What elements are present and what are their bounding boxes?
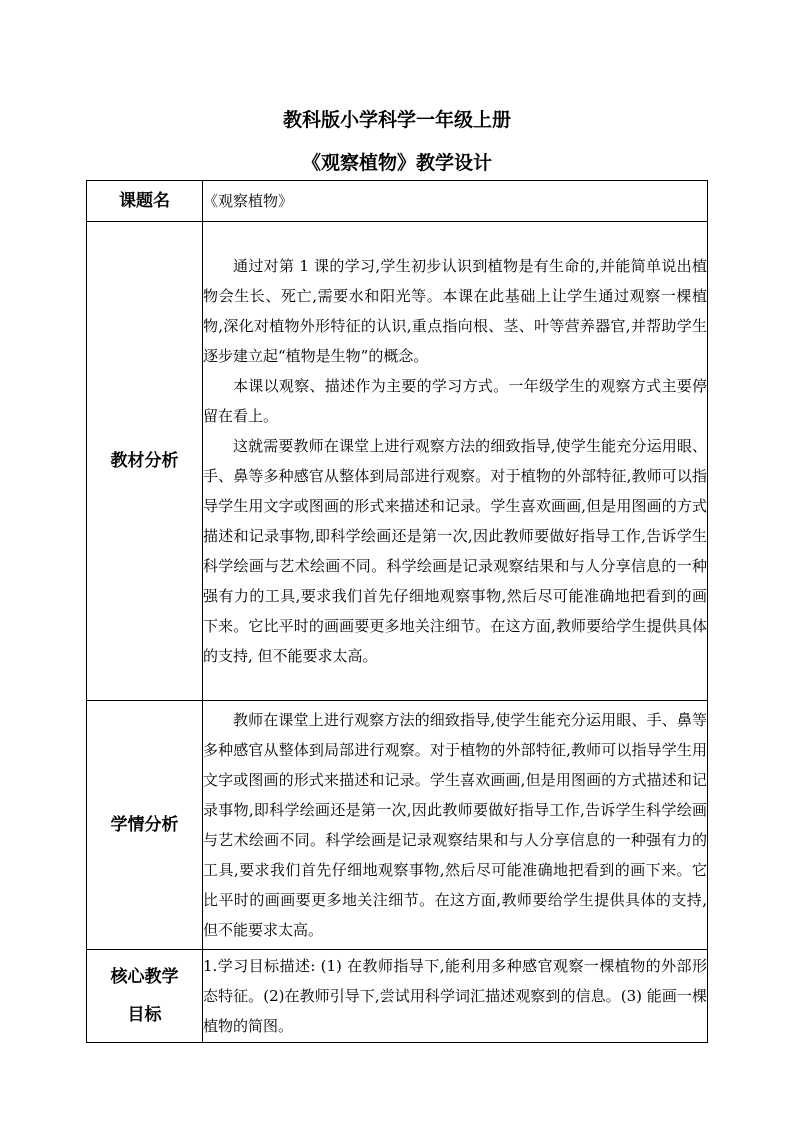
- core-goals-content: [203, 950, 708, 1043]
- core-goals-label: [87, 950, 203, 1043]
- lesson-plan-table: [86, 180, 708, 1043]
- document-title: 教科版小学科学一年级上册: [282, 109, 511, 131]
- material-analysis-paragraph-1: 通过对第 1 课的学习,学生初步认识到植物是有生命的,并能简单说出植物会生长、死亡,需要水和阳光等。本课在此基础上让学生通过观察一棵植物,深化对植物外形特征的认识,重点指向根、茎、叶等营养器官,并帮助学生逐步建立起“植物是生物”的概念。: [203, 257, 707, 365]
- table-row-topic: [87, 181, 708, 222]
- student-analysis-paragraph: 教师在课堂上进行观察方法的细致指导,使学生能充分运用眼、手、鼻等多种感官从整体到局部进行观察。对于植物的外部特征,教师可以指导学生用文字或图画的形式来描述和记录。学生喜欢画画,但是用图画的方式描述和记录事物,即科学绘画还是第一次,因此教师要做好指导工作,告诉学生科学绘画与艺术绘画不同。科学绘画是记录观察结果和与人分享信息的一种强有力的工具,要求我们首先仔细地观察事物,然后尽可能准确地把看到的画下来。它比平时的画画要更多地关注细节。在这方面,教师要给学生提供具体的支持, 但不能要求太高。: [203, 711, 707, 939]
- table-row-material-analysis: [87, 222, 708, 701]
- table-row-student-analysis: [87, 701, 708, 950]
- topic-label: 课题名: [87, 181, 203, 222]
- document-subtitle: 《观察植物》教学设计: [301, 152, 492, 174]
- table-row-core-goals: [87, 950, 708, 1043]
- material-analysis-paragraph-3: 这就需要教师在课堂上进行观察方法的细致指导,使学生能充分运用眼、手、鼻等多种感官从整体到局部进行观察。对于植物的外部特征,教师可以指导学生用文字或图画的形式来描述和记录。学生喜欢画画,但是用图画的方式描述和记录事物,即科学绘画还是第一次,因此教师要做好指导工作,告诉学生科学绘画与艺术绘画不同。科学绘画是记录观察结果和与人分享信息的一种强有力的工具,要求我们首先仔细地观察事物,然后尽可能准确地把看到的画下来。它比平时的画画要更多地关注细节。在这方面,教师要给学生提供具体的支持, 但不能要求太高。: [203, 437, 707, 665]
- material-analysis-content: [203, 222, 708, 701]
- topic-value: 《观察植物》: [203, 181, 708, 222]
- core-goals-label-line-1: 核心教学: [110, 967, 179, 987]
- core-goals-label-line-2: 目标: [127, 1005, 162, 1025]
- core-goals-paragraph: 1.学习目标描述: (1) 在教师指导下,能利用多种感官观察一棵植物的外部形态特征。(2)在教师引导下,尝试用科学词汇描述观察到的信息。(3) 能画一棵植物的简图。: [203, 957, 707, 1035]
- material-analysis-paragraph-2: 本课以观察、描述作为主要的学习方式。一年级学生的观察方式主要停留在看上。: [203, 377, 707, 425]
- student-analysis-content: [203, 701, 708, 950]
- material-analysis-label: 教材分析: [87, 222, 203, 701]
- student-analysis-label: 学情分析: [87, 701, 203, 950]
